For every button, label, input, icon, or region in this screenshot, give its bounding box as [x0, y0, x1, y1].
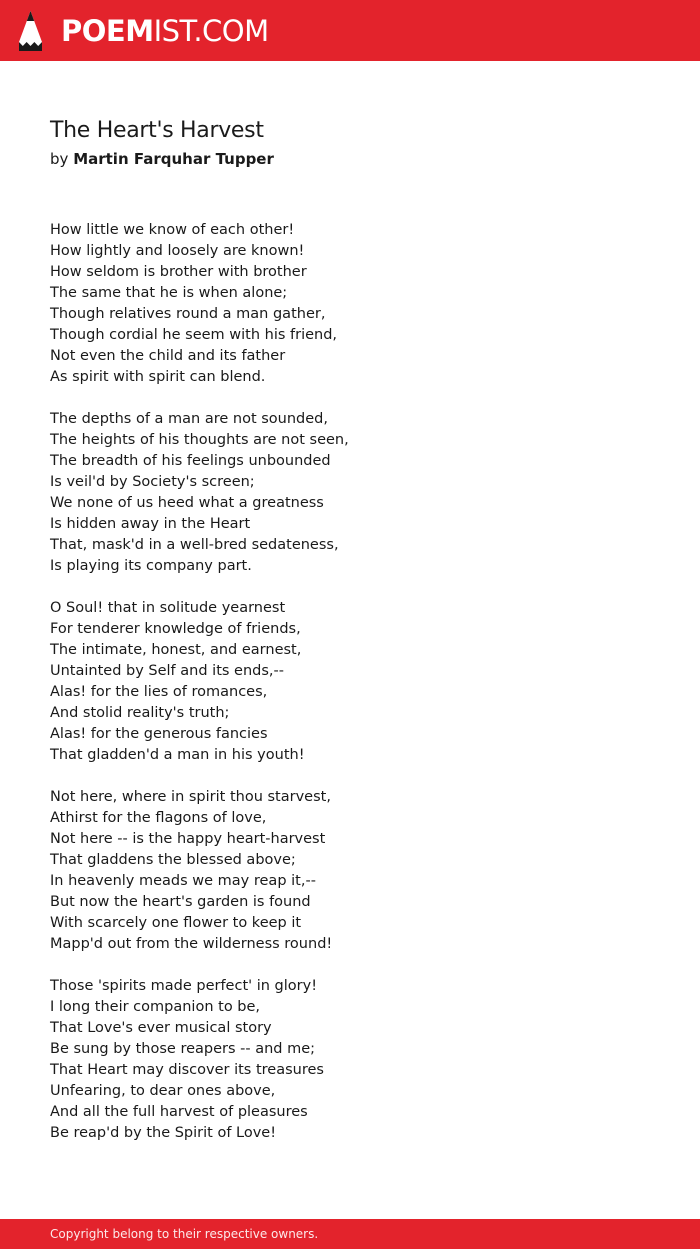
- poem-line: I long their companion to be,: [50, 999, 261, 1015]
- poem-line: Be reap'd by the Spirit of Love!: [50, 1125, 277, 1141]
- poem-line: But now the heart's garden is found: [50, 894, 311, 910]
- copyright-notice: Copyright belong to their respective owners.: [50, 1227, 319, 1241]
- poem-line: The depths of a man are not sounded,: [50, 411, 328, 427]
- poem-line: That Heart may discover its treasures: [50, 1062, 324, 1078]
- poem-line: The breadth of his feelings unbounded: [50, 453, 331, 469]
- poem-line: That gladdens the blessed above;: [50, 852, 296, 868]
- poem-line: With scarcely one flower to keep it: [50, 915, 302, 931]
- poem-line: Is hidden away in the Heart: [50, 516, 251, 532]
- poem-byline: [50, 148, 670, 170]
- footer-bar: [0, 1219, 700, 1249]
- poem-stanza: [50, 598, 670, 766]
- poem-line: How seldom is brother with brother: [50, 264, 307, 280]
- byline-prefix: by: [50, 150, 69, 168]
- poem-line: Untainted by Self and its ends,--: [50, 663, 284, 679]
- poem-line: Alas! for the lies of romances,: [50, 684, 268, 700]
- poem-line: Not here -- is the happy heart-harvest: [50, 831, 326, 847]
- poem-line: And stolid reality's truth;: [50, 705, 230, 721]
- top-bar: [0, 0, 700, 61]
- poem-stanza: [50, 787, 670, 955]
- poem-line: How little we know of each other!: [50, 222, 295, 238]
- poem-body: [50, 220, 670, 1144]
- poem-line: Mapp'd out from the wilderness round!: [50, 936, 333, 952]
- site-logo-text: [61, 13, 269, 48]
- poem-stanza: [50, 976, 670, 1144]
- poem-stanza: [50, 409, 670, 577]
- poem-line: Is playing its company part.: [50, 558, 252, 574]
- poem-line: Athirst for the flagons of love,: [50, 810, 267, 826]
- poem-line: In heavenly meads we may reap it,--: [50, 873, 316, 889]
- poem-line: That Love's ever musical story: [50, 1020, 272, 1036]
- poem-line: As spirit with spirit can blend.: [50, 369, 266, 385]
- pencil-icon: [18, 10, 43, 52]
- poem-author[interactable]: Martin Farquhar Tupper: [73, 150, 274, 168]
- logo-text-bold: POEM: [61, 13, 154, 48]
- logo-text-light: IST.COM: [153, 13, 269, 48]
- poem-line: Is veil'd by Society's screen;: [50, 474, 255, 490]
- poem-line: How lightly and loosely are known!: [50, 243, 305, 259]
- poem-line: Not here, where in spirit thou starvest,: [50, 789, 331, 805]
- poem-line: O Soul! that in solitude yearnest: [50, 600, 286, 616]
- poem-line: Be sung by those reapers -- and me;: [50, 1041, 316, 1057]
- poem-line: Though cordial he seem with his friend,: [50, 327, 338, 343]
- poem-line: Those 'spirits made perfect' in glory!: [50, 978, 318, 994]
- poem-line: The intimate, honest, and earnest,: [50, 642, 302, 658]
- poem-line: The heights of his thoughts are not seen,: [50, 432, 349, 448]
- poem-line: We none of us heed what a greatness: [50, 495, 324, 511]
- poem-stanza: [50, 220, 670, 388]
- poem-line: That, mask'd in a well-bred sedateness,: [50, 537, 339, 553]
- poem-line: Though relatives round a man gather,: [50, 306, 326, 322]
- poem-line: The same that he is when alone;: [50, 285, 288, 301]
- poem-line: Unfearing, to dear ones above,: [50, 1083, 276, 1099]
- poem-content: [50, 114, 670, 1165]
- site-logo-link[interactable]: [18, 9, 269, 53]
- poem-line: That gladden'd a man in his youth!: [50, 747, 305, 763]
- poem-line: Not even the child and its father: [50, 348, 286, 364]
- poem-line: Alas! for the generous fancies: [50, 726, 268, 742]
- poem-line: For tenderer knowledge of friends,: [50, 621, 301, 637]
- poem-line: And all the full harvest of pleasures: [50, 1104, 308, 1120]
- poem-title: The Heart's Harvest: [50, 118, 264, 143]
